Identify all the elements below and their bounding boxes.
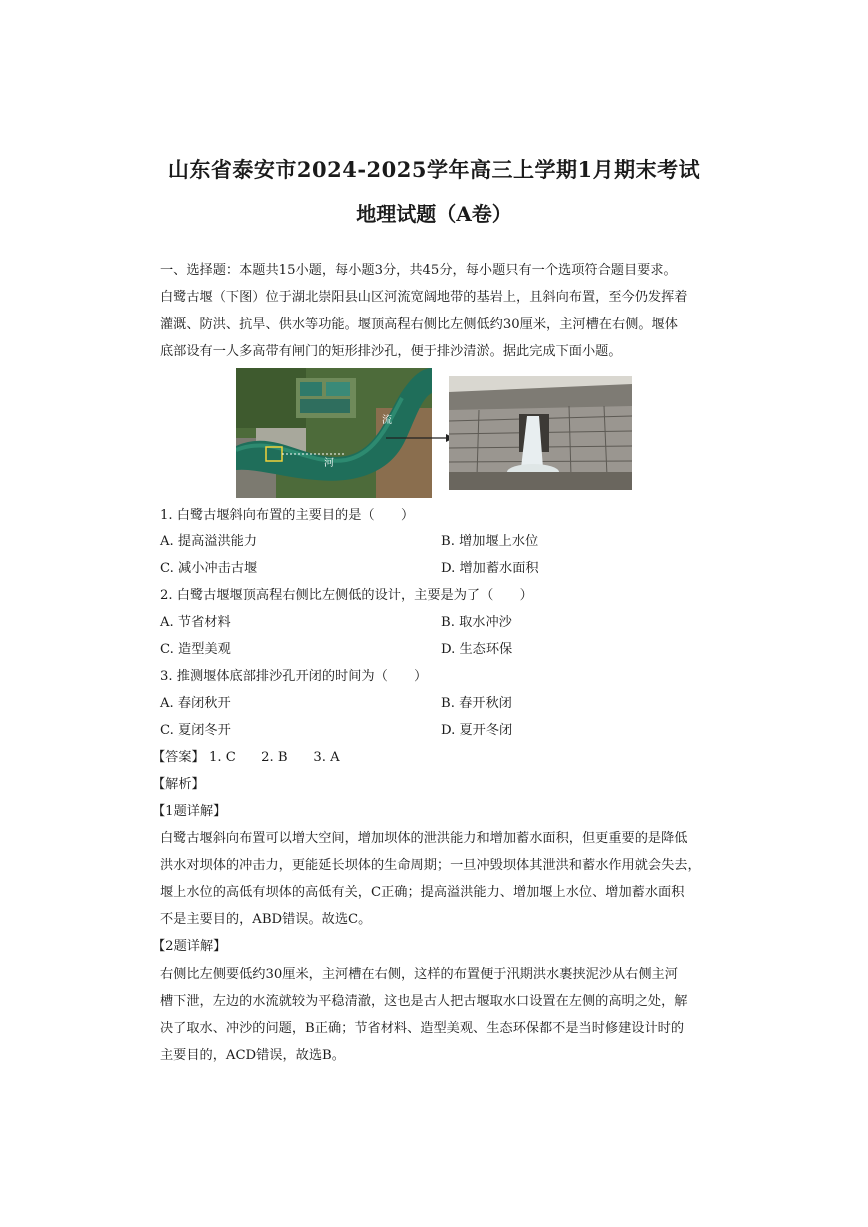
question-1-option-c: C. 减小冲击古堰 [160,561,258,576]
question-1-option-a: A. 提高溢洪能力 [160,534,258,549]
question-2-stem: 2. 白鹭古堰堰顶高程右侧比左侧低的设计，主要是为了（ ） [160,588,533,603]
weir-photo-image [449,376,632,490]
answer-label: 【答案】 [152,750,205,765]
answer-line [152,748,340,768]
detail-1-line: 堰上水位的高低有坝体的高低有关，C正确；提高溢洪能力、增加堰上水位、增加蓄水面积 [160,885,685,900]
detail-1-line: 洪水对坝体的冲击力，更能延长坝体的生命周期；一旦冲毁坝体其泄洪和蓄水作用就会失去， [160,858,701,873]
question-3-option-d: D. 夏开冬闭 [441,723,513,738]
detail-2-text [160,961,712,1069]
question-1-option-d: D. 增加蓄水面积 [441,561,539,576]
intro-line: 灌溉、防洪、抗旱、供水等功能。堰顶高程右侧比左侧低约30厘米，主河槽在右侧。堰体 [160,317,678,332]
answer-item: 2. B [261,750,288,765]
section-intro [160,257,712,365]
question-2-option-b: B. 取水冲沙 [441,615,512,630]
analysis-label: 【解析】 [152,777,205,792]
map-label-flow: 流 [382,415,392,426]
detail-1-line: 不是主要目的，ABD错误。故选C。 [160,912,372,927]
question-2-option-c: C. 造型美观 [160,642,231,657]
detail-2-line: 槽下泄，左边的水流就较为平稳清澈，这也是古人把古堰取水口设置在左侧的高明之处，解 [160,994,688,1009]
document-subtitle: 地理试题（A卷） [356,202,512,226]
question-2-option-a: A. 节省材料 [160,615,231,630]
answer-item: 1. C [208,750,236,765]
answer-item: 3. A [313,750,340,765]
detail-1-text [160,825,712,933]
detail-1-line: 白鹭古堰斜向布置可以增大空间，增加坝体的泄洪能力和增加蓄水面积，但更重要的是降低 [160,831,688,846]
figure-baillu-weir [236,368,636,498]
detail-2-line: 决了取水、冲沙的问题，B正确；节省材料、造型美观、生态环保都不是当时修建设计时的 [160,1021,684,1036]
detail-2-line: 右侧比左侧要低约30厘米，主河槽在右侧，这样的布置便于汛期洪水裹挟泥沙从右侧主河 [160,967,678,982]
arrow-pointer [386,428,456,448]
intro-line: 底部设有一人多高带有闸门的矩形排沙孔，便于排沙清淤。据此完成下面小题。 [160,344,622,359]
map-label-river: 河 [324,458,334,469]
question-3-option-a: A. 春闭秋开 [160,696,231,711]
document-title: 山东省泰安市2024-2025学年高三上学期1月期末考试 [167,157,701,182]
intro-line: 一、选择题：本题共15小题，每小题3分，共45分，每小题只有一个选项符合题目要求。 [160,263,677,278]
question-3-option-b: B. 春开秋闭 [441,696,512,711]
intro-line: 白鹭古堰（下图）位于湖北崇阳县山区河流宽阔地带的基岩上，且斜向布置，至今仍发挥着 [160,290,688,305]
question-3-stem: 3. 推测堰体底部排沙孔开闭的时间为（ ） [160,669,428,684]
question-2-option-d: D. 生态环保 [441,642,513,657]
question-3-option-c: C. 夏闭冬开 [160,723,231,738]
detail-2-line: 主要目的，ACD错误，故选B。 [160,1048,345,1063]
question-1-option-b: B. 增加堰上水位 [441,534,539,549]
detail-1-label: 【1题详解】 [152,804,227,819]
detail-2-label: 【2题详解】 [152,939,227,954]
question-1-stem: 1. 白鹭古堰斜向布置的主要目的是（ ） [160,508,415,523]
